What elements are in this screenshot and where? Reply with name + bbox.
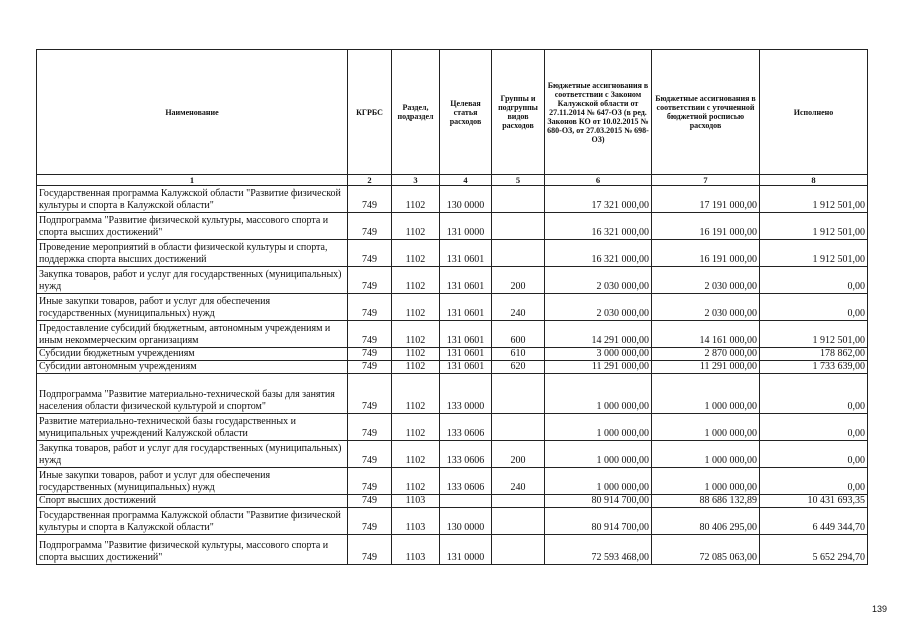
row-kgrbs: 749 xyxy=(348,213,392,240)
row-name: Иные закупки товаров, работ и услуг для обеспечения государственных (муниципальных) нужд xyxy=(37,294,348,321)
row-budget-law: 14 291 000,00 xyxy=(545,321,652,348)
row-budget-list: 88 686 132,89 xyxy=(652,495,760,508)
row-executed: 5 652 294,70 xyxy=(760,535,868,565)
row-executed: 0,00 xyxy=(760,414,868,441)
row-kgrbs: 749 xyxy=(348,267,392,294)
row-name: Субсидии бюджетным учреждениям xyxy=(37,348,348,361)
table-row xyxy=(37,374,868,414)
row-group: 620 xyxy=(492,361,545,374)
row-executed: 0,00 xyxy=(760,267,868,294)
row-budget-law: 1 000 000,00 xyxy=(545,414,652,441)
row-kgrbs: 749 xyxy=(348,240,392,267)
col-number: 1 xyxy=(37,175,348,186)
row-section: 1102 xyxy=(392,294,440,321)
row-section: 1102 xyxy=(392,267,440,294)
row-group: 610 xyxy=(492,348,545,361)
row-target: 133 0606 xyxy=(440,441,492,468)
col-number: 8 xyxy=(760,175,868,186)
row-executed: 6 449 344,70 xyxy=(760,508,868,535)
col-number: 6 xyxy=(545,175,652,186)
row-budget-list: 16 191 000,00 xyxy=(652,240,760,267)
row-kgrbs: 749 xyxy=(348,348,392,361)
column-number-row xyxy=(37,175,868,186)
col-number: 4 xyxy=(440,175,492,186)
row-executed: 0,00 xyxy=(760,468,868,495)
row-executed: 178 862,00 xyxy=(760,348,868,361)
row-budget-list: 2 030 000,00 xyxy=(652,294,760,321)
row-target: 131 0000 xyxy=(440,213,492,240)
row-budget-law: 1 000 000,00 xyxy=(545,468,652,495)
header-budget-list: Бюджетные ассигнования в соответствии с уточненной бюджетной росписью расходов xyxy=(652,50,760,175)
table-row xyxy=(37,186,868,213)
row-section: 1102 xyxy=(392,240,440,267)
row-budget-law: 80 914 700,00 xyxy=(545,508,652,535)
col-number: 3 xyxy=(392,175,440,186)
row-budget-list: 16 191 000,00 xyxy=(652,213,760,240)
table-row xyxy=(37,267,868,294)
row-budget-list: 1 000 000,00 xyxy=(652,441,760,468)
row-group xyxy=(492,535,545,565)
row-target: 131 0601 xyxy=(440,321,492,348)
row-budget-law: 80 914 700,00 xyxy=(545,495,652,508)
row-executed: 1 912 501,00 xyxy=(760,321,868,348)
row-budget-law: 2 030 000,00 xyxy=(545,294,652,321)
row-section: 1102 xyxy=(392,441,440,468)
row-name: Государственная программа Калужской области "Развитие физической культуры и спорта в Калужской области" xyxy=(37,508,348,535)
table-row xyxy=(37,321,868,348)
row-executed: 1 912 501,00 xyxy=(760,240,868,267)
row-target xyxy=(440,495,492,508)
row-target: 131 0601 xyxy=(440,267,492,294)
row-section: 1102 xyxy=(392,348,440,361)
row-kgrbs: 749 xyxy=(348,495,392,508)
row-group: 200 xyxy=(492,441,545,468)
row-kgrbs: 749 xyxy=(348,321,392,348)
row-budget-list: 80 406 295,00 xyxy=(652,508,760,535)
row-group: 600 xyxy=(492,321,545,348)
row-target: 130 0000 xyxy=(440,186,492,213)
row-section: 1103 xyxy=(392,535,440,565)
row-executed: 0,00 xyxy=(760,441,868,468)
row-budget-law: 11 291 000,00 xyxy=(545,361,652,374)
row-target: 131 0601 xyxy=(440,294,492,321)
row-group xyxy=(492,240,545,267)
header-groups: Группы и подгруппы видов расходов xyxy=(492,50,545,175)
row-executed: 1 912 501,00 xyxy=(760,186,868,213)
header-row xyxy=(37,50,868,175)
row-target: 133 0000 xyxy=(440,374,492,414)
col-number: 2 xyxy=(348,175,392,186)
row-name: Закупка товаров, работ и услуг для государственных (муниципальных) нужд xyxy=(37,441,348,468)
table-row xyxy=(37,535,868,565)
row-budget-law: 1 000 000,00 xyxy=(545,374,652,414)
row-kgrbs: 749 xyxy=(348,468,392,495)
row-target: 131 0601 xyxy=(440,361,492,374)
row-group xyxy=(492,508,545,535)
row-section: 1102 xyxy=(392,468,440,495)
table-row xyxy=(37,414,868,441)
col-number: 5 xyxy=(492,175,545,186)
table-row xyxy=(37,361,868,374)
row-group xyxy=(492,374,545,414)
row-target: 133 0606 xyxy=(440,468,492,495)
row-section: 1102 xyxy=(392,374,440,414)
row-budget-law: 16 321 000,00 xyxy=(545,213,652,240)
row-budget-list: 11 291 000,00 xyxy=(652,361,760,374)
table-row xyxy=(37,213,868,240)
row-kgrbs: 749 xyxy=(348,186,392,213)
row-kgrbs: 749 xyxy=(348,508,392,535)
row-kgrbs: 749 xyxy=(348,374,392,414)
row-target: 131 0000 xyxy=(440,535,492,565)
row-name: Подпрограмма "Развитие материально-технической базы для занятия населения области физической культурой и спортом" xyxy=(37,374,348,414)
table-row xyxy=(37,240,868,267)
row-budget-law: 2 030 000,00 xyxy=(545,267,652,294)
row-executed: 0,00 xyxy=(760,294,868,321)
row-kgrbs: 749 xyxy=(348,294,392,321)
row-section: 1102 xyxy=(392,414,440,441)
row-target: 133 0606 xyxy=(440,414,492,441)
row-budget-law: 17 321 000,00 xyxy=(545,186,652,213)
row-target: 131 0601 xyxy=(440,348,492,361)
row-section: 1102 xyxy=(392,321,440,348)
budget-execution-table xyxy=(36,49,868,565)
header-budget-law: Бюджетные ассигнования в соответствии с Законом Калужской области от 27.11.2014 № 647-ОЗ (в ред. Законов КО от 10.02.2015 № 680-ОЗ, от 27.03.2015 № 698-ОЗ) xyxy=(545,50,652,175)
table-row xyxy=(37,468,868,495)
row-budget-list: 1 000 000,00 xyxy=(652,468,760,495)
row-executed: 1 912 501,00 xyxy=(760,213,868,240)
row-executed: 1 733 639,00 xyxy=(760,361,868,374)
row-kgrbs: 749 xyxy=(348,441,392,468)
row-name: Подпрограмма "Развитие физической культуры, массового спорта и спорта высших достижений" xyxy=(37,535,348,565)
row-name: Проведение мероприятий в области физической культуры и спорта, поддержка спорта высших достижений xyxy=(37,240,348,267)
page-number: 139 xyxy=(872,604,888,614)
row-section: 1102 xyxy=(392,361,440,374)
header-executed: Исполнено xyxy=(760,50,868,175)
row-kgrbs: 749 xyxy=(348,414,392,441)
row-name: Спорт высших достижений xyxy=(37,495,348,508)
row-section: 1103 xyxy=(392,508,440,535)
table-row xyxy=(37,348,868,361)
col-number: 7 xyxy=(652,175,760,186)
row-name: Государственная программа Калужской области "Развитие физической культуры и спорта в Калужской области" xyxy=(37,186,348,213)
row-budget-list: 1 000 000,00 xyxy=(652,414,760,441)
table-row xyxy=(37,495,868,508)
row-budget-law: 72 593 468,00 xyxy=(545,535,652,565)
row-group xyxy=(492,186,545,213)
row-name: Субсидии автономным учреждениям xyxy=(37,361,348,374)
row-budget-list: 2 870 000,00 xyxy=(652,348,760,361)
row-section: 1103 xyxy=(392,495,440,508)
row-group xyxy=(492,213,545,240)
row-group xyxy=(492,495,545,508)
row-budget-list: 72 085 063,00 xyxy=(652,535,760,565)
row-name: Подпрограмма "Развитие физической культуры, массового спорта и спорта высших достижений" xyxy=(37,213,348,240)
row-group: 200 xyxy=(492,267,545,294)
row-name: Закупка товаров, работ и услуг для государственных (муниципальных) нужд xyxy=(37,267,348,294)
row-group xyxy=(492,414,545,441)
row-budget-list: 14 161 000,00 xyxy=(652,321,760,348)
row-target: 131 0601 xyxy=(440,240,492,267)
row-kgrbs: 749 xyxy=(348,361,392,374)
row-budget-list: 2 030 000,00 xyxy=(652,267,760,294)
row-budget-list: 17 191 000,00 xyxy=(652,186,760,213)
header-name: Наименование xyxy=(37,50,348,175)
header-section: Раздел, подраздел xyxy=(392,50,440,175)
row-name: Развитие материально-технической базы государственных и муниципальных учреждений Калужской области xyxy=(37,414,348,441)
header-kgrbs: КГРБС xyxy=(348,50,392,175)
table-row xyxy=(37,294,868,321)
row-section: 1102 xyxy=(392,213,440,240)
row-executed: 0,00 xyxy=(760,374,868,414)
row-name: Предоставление субсидий бюджетным, автономным учреждениям и иным некоммерческим организациям xyxy=(37,321,348,348)
table-row xyxy=(37,441,868,468)
row-budget-list: 1 000 000,00 xyxy=(652,374,760,414)
row-target: 130 0000 xyxy=(440,508,492,535)
row-group: 240 xyxy=(492,468,545,495)
row-budget-law: 1 000 000,00 xyxy=(545,441,652,468)
row-kgrbs: 749 xyxy=(348,535,392,565)
row-executed: 10 431 693,35 xyxy=(760,495,868,508)
table-row xyxy=(37,508,868,535)
row-budget-law: 3 000 000,00 xyxy=(545,348,652,361)
header-target: Целевая статья расходов xyxy=(440,50,492,175)
row-budget-law: 16 321 000,00 xyxy=(545,240,652,267)
row-group: 240 xyxy=(492,294,545,321)
row-section: 1102 xyxy=(392,186,440,213)
row-name: Иные закупки товаров, работ и услуг для обеспечения государственных (муниципальных) нужд xyxy=(37,468,348,495)
